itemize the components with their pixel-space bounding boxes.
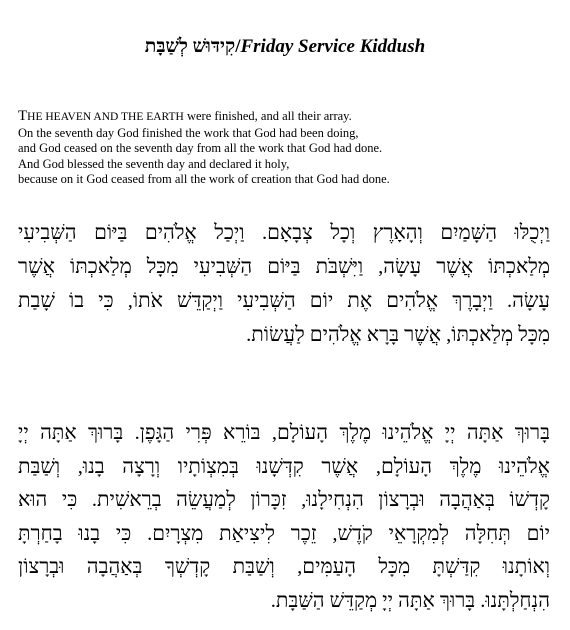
title-hebrew: קִידּוּשׁ לְשַׁבָּת <box>144 36 236 57</box>
title-separator: / <box>235 36 241 57</box>
title-english: Friday Service Kiddush <box>240 36 426 57</box>
english-translation <box>18 109 558 188</box>
translation-line-1 <box>18 109 558 126</box>
vayechulu-line: מְלַאכְתּוֹ אֲשֶׁר עָשָׂה, וַיִּשְׁבֹּת בַּיּוֹם הַשְּׁבִיעִי מִכָּל מְלַאכְתּוֹ אֲשֶׁר <box>18 256 550 278</box>
translation-lead-rest: were finished, and all their array. <box>183 109 352 123</box>
page-title <box>0 36 570 58</box>
kiddush-line: אֱלֹהֵינוּ מֶלֶךְ הָעוֹלָם, אֲשֶׁר קִדְּשָׁנוּ בְּמִצְוֹתָיו וְרָצָה בָנוּ, וְשַׁבַּת <box>18 455 550 478</box>
vayechulu-line: וַיְכֻלּוּ הַשָּׁמַיִם וְהָאָרֶץ וְכָל צְבָאָם. וַיְכַל אֱלֹהִים בַּיּוֹם הַשְּׁבִיעִי <box>18 222 550 244</box>
translation-smallcaps: HE HEAVEN AND THE EARTH <box>27 111 184 123</box>
kiddush-line: הִנְחַלְתָּנוּ. בָּרוּךְ אַתָּה יְיָ מְקַדֵּשׁ הַשַּׁבָּת. <box>270 589 550 612</box>
translation-line: and God ceased on the seventh day from all the work that God had done. <box>18 141 383 155</box>
kiddush-line: קָדְשׁוֹ בְּאַהֲבָה וּבְרָצוֹן הִנְחִילָנוּ, זִכָּרוֹן לְמַעֲשֵׂה בְרֵאשִׁית. כִּי הוּא <box>18 489 550 511</box>
translation-line: because on it God ceased from all the work of creation that God had done. <box>18 172 390 186</box>
kiddush-line: וְאוֹתָנוּ קִדַּשְׁתָּ מִכָּל הָעַמִּים, וְשַׁבַּת קָדְשְׁךָ בְּאַהֲבָה וּבְרָצוֹן <box>18 556 550 578</box>
kiddush-line: בָּרוּךְ אַתָּה יְיָ אֱלֹהֵינוּ מֶלֶךְ הָעוֹלָם, בּוֹרֵא פְּרִי הַגָּפֶן. בָּרוּךְ אַתָּה יְיָ <box>18 422 550 444</box>
translation-line: And God blessed the seventh day and declared it holy, <box>18 156 290 171</box>
translation-initial: T <box>18 108 28 124</box>
vayechulu-line: עָשָׂה. וַיְבָרֶךְ אֱלֹהִים אֶת יוֹם הַשְּׁבִיעִי וַיְקַדֵּשׁ אֹתוֹ, כִּי בוֹ שָׁבַת <box>18 290 550 312</box>
vayechulu-line: מִכָּל מְלַאכְתּוֹ, אֲשֶׁר בָּרָא אֱלֹהִים לַעֲשׂוֹת. <box>246 324 550 346</box>
translation-line: On the seventh day God finished the work that God had been doing, <box>18 125 359 140</box>
kiddush-paragraph <box>18 417 550 618</box>
vayechulu-paragraph <box>18 216 550 352</box>
kiddush-line: יוֹם תְּחִלָּה לְמִקְרָאֵי קֹדֶשׁ, זֵכֶר לִיצִיאַת מִצְרָיִם. כִּי בָנוּ בָחַרְתָּ <box>18 522 550 545</box>
